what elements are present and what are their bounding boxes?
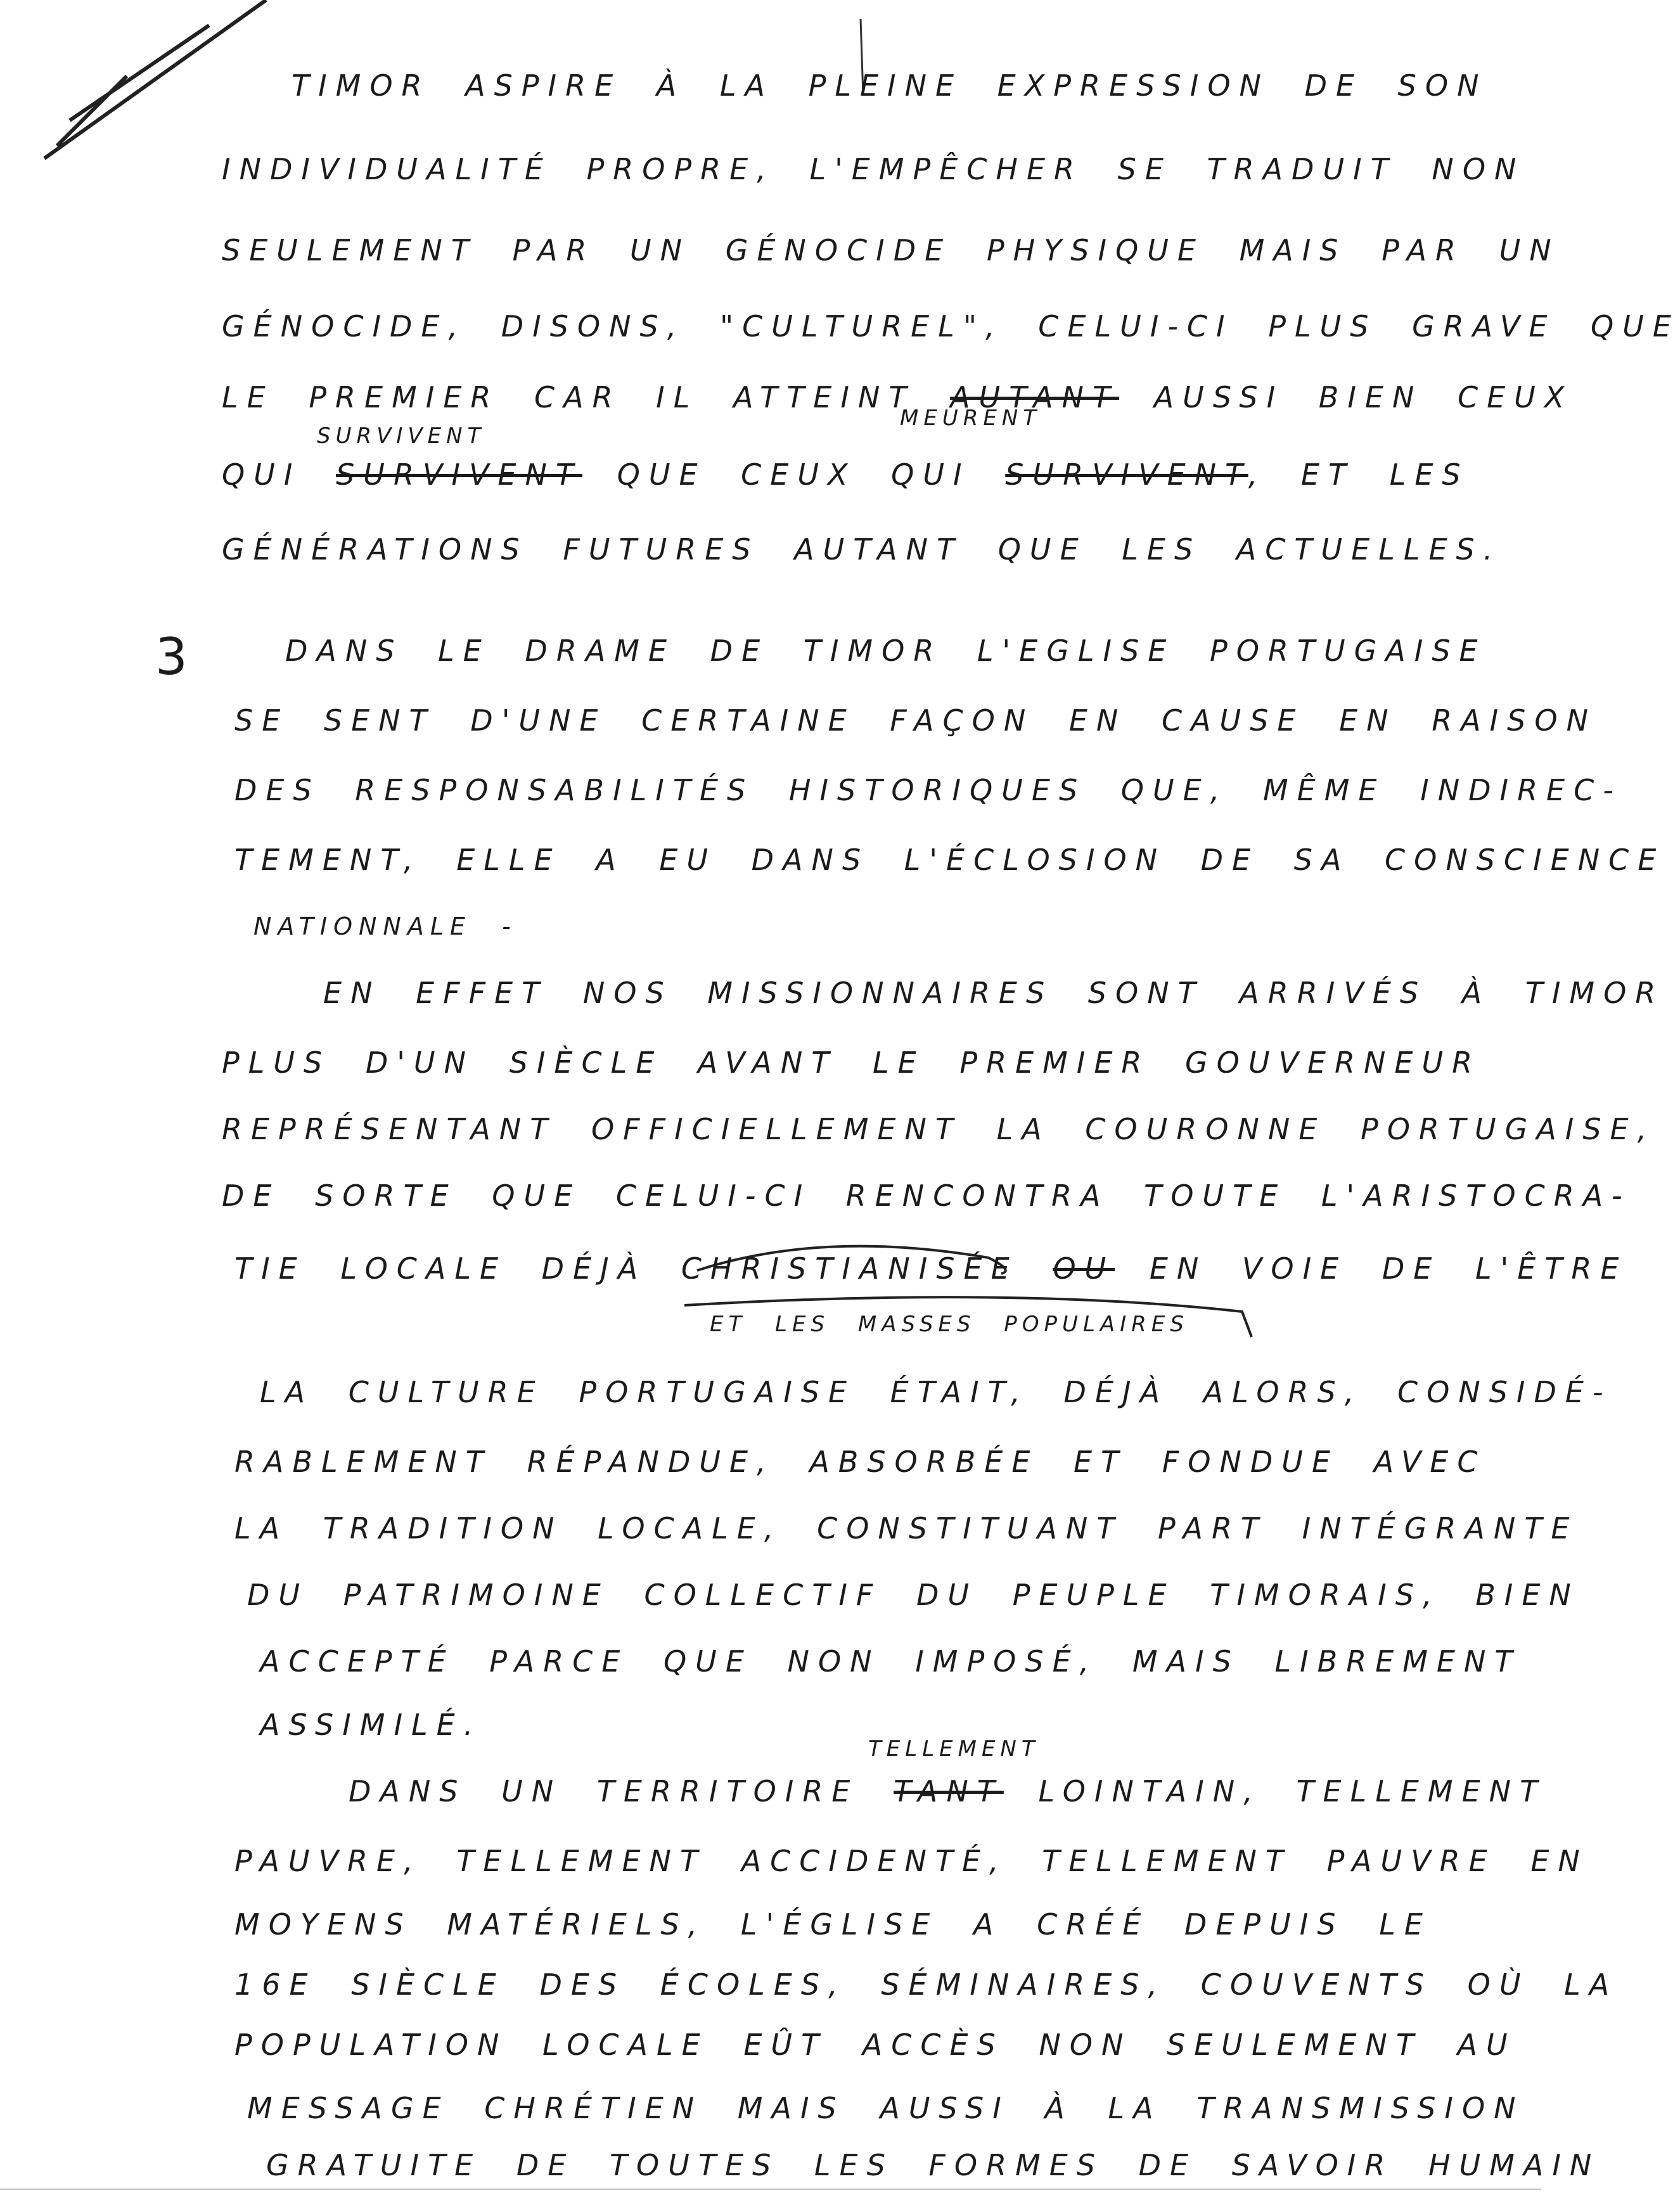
text-line: SEULEMENT PAR UN GÉNOCIDE PHYSIQUE MAIS PAR UN (222, 233, 1560, 267)
struck-word: SURVIVENT (1005, 457, 1248, 492)
text-line: RABLEMENT RÉPANDUE, ABSORBÉE ET FONDUE AVEC (234, 1445, 1487, 1479)
struck-word: SURVIVENT (336, 457, 582, 492)
inserted-phrase: ET LES MASSES POPULAIRES (710, 1312, 1189, 1337)
text-line: 16E SIÈCLE DES ÉCOLES, SÉMINAIRES, COUVENTS OÙ LA (234, 1967, 1619, 2002)
text-line: GÉNOCIDE, DISONS, "CULTUREL", CELUI-CI PLUS GRAVE QUE (222, 309, 1680, 343)
struck-word: TANT (894, 1774, 1004, 1808)
text-line: TIMOR ASPIRE À LA PLEINE EXPRESSION DE SON (292, 68, 1488, 103)
text-line (222, 457, 1470, 492)
text-line: REPRÉSENTANT OFFICIELLEMENT LA COURONNE PORTUGAISE, (222, 1112, 1656, 1146)
struck-word: OU (1053, 1251, 1115, 1286)
text-line: GRATUITE DE TOUTES LES FORMES DE SAVOIR HUMAIN (266, 2148, 1601, 2182)
text-line: DANS LE DRAME DE TIMOR L'EGLISE PORTUGAISE (285, 634, 1487, 668)
text-line: DU PATRIMOINE COLLECTIF DU PEUPLE TIMORAIS, BIEN (247, 1578, 1580, 1612)
text-line: ASSIMILÉ. (260, 1708, 482, 1742)
inserted-word: MEURENT (900, 406, 1042, 431)
text-fragment: EN VOIE DE L'ÊTRE (1115, 1251, 1628, 1286)
text-line: MOYENS MATÉRIELS, L'ÉGLISE A CRÉÉ DEPUIS LE (234, 1907, 1432, 1941)
text-line (222, 380, 1573, 414)
text-line: GÉNÉRATIONS FUTURES AUTANT QUE LES ACTUELLES. (222, 532, 1502, 566)
text-fragment: LOINTAIN, TELLEMENT (1003, 1774, 1547, 1808)
text-line: LA TRADITION LOCALE, CONSTITUANT PART INTÉGRANTE (234, 1511, 1579, 1545)
text-fragment: QUE CEUX QUI (582, 457, 1006, 492)
page-edge (0, 2189, 1541, 2190)
text-line: INDIVIDUALITÉ PROPRE, L'EMPÊCHER SE TRADUIT NON (222, 152, 1525, 186)
struck-word: AUTANT (950, 380, 1120, 414)
text-line: ACCEPTÉ PARCE QUE NON IMPOSÉ, MAIS LIBREMENT (260, 1644, 1522, 1679)
text-line: PLUS D'UN SIÈCLE AVANT LE PREMIER GOUVERNEUR (222, 1046, 1482, 1080)
text-fragment: LE PREMIER CAR IL ATTEINT (222, 380, 951, 414)
text-line (349, 1774, 1546, 1808)
text-fragment: QUI (222, 457, 337, 492)
text-line: MESSAGE CHRÉTIEN MAIS AUSSI À LA TRANSMISSION (247, 2091, 1525, 2125)
text-fragment: TIE LOCALE DÉJÀ CHRISTIANISÉE (234, 1251, 1053, 1286)
text-line: NATIONNALE - (253, 912, 517, 940)
corner-stroke (44, 0, 266, 158)
text-line: LA CULTURE PORTUGAISE ÉTAIT, DÉJÀ ALORS, CONSIDÉ- (260, 1375, 1612, 1409)
inserted-word: TELLEMENT (868, 1736, 1040, 1762)
text-line: PAUVRE, TELLEMENT ACCIDENTÉ, TELLEMENT PAUVRE EN (234, 1844, 1589, 1878)
section-number: 3 (155, 627, 188, 686)
inserted-word: SURVIVENT (317, 423, 486, 449)
text-line: DE SORTE QUE CELUI-CI RENCONTRA TOUTE L'ARISTOCRA- (222, 1179, 1631, 1213)
text-fragment: AUSSI BIEN CEUX (1119, 380, 1574, 414)
text-line: TEMENT, ELLE A EU DANS L'ÉCLOSION DE SA CONSCIENCE (234, 843, 1665, 877)
text-line: DES RESPONSABILITÉS HISTORIQUES QUE, MÊME INDIREC- (234, 773, 1622, 807)
text-fragment: , ET LES (1248, 457, 1470, 492)
text-line: POPULATION LOCALE EÛT ACCÈS NON SEULEMENT AU (234, 2028, 1516, 2062)
text-line: EN EFFET NOS MISSIONNAIRES SONT ARRIVÉS À TIMOR (323, 976, 1665, 1010)
text-line: SE SENT D'UNE CERTAINE FAÇON EN CAUSE EN RAISON (234, 703, 1598, 738)
text-line (234, 1251, 1627, 1286)
text-fragment: DANS UN TERRITOIRE (349, 1774, 894, 1808)
